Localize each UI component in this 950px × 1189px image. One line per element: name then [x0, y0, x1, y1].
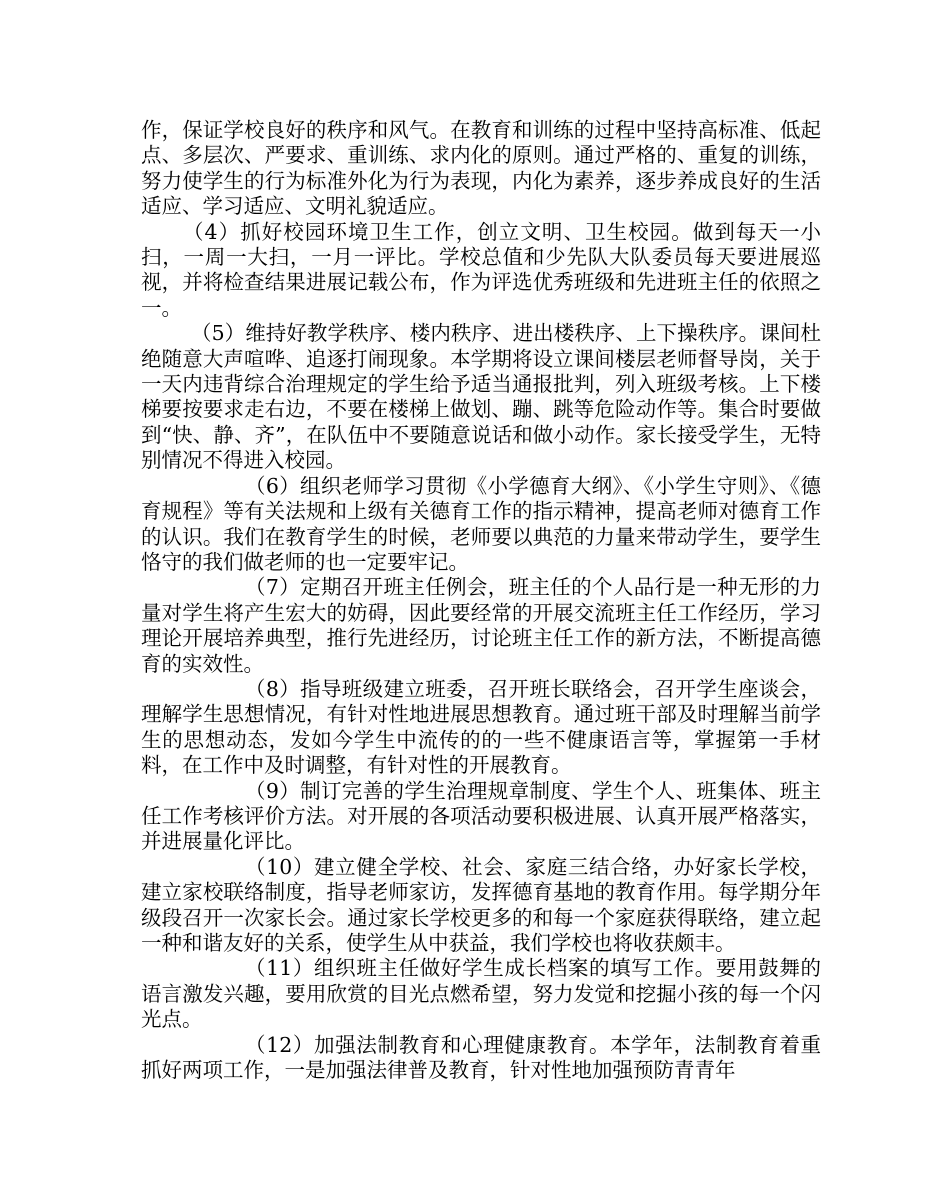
- paragraph-item-7: （7）定期召开班主任例会，班主任的个人品行是一种无形的力量对学生将产生宏大的妨碍，因此要经常的开展交流班主任工作经历，学习理论开展培养典型，推行先进经历，讨论班主任工作的新方法，不断提高德育的实效性。: [141, 575, 821, 676]
- paragraph-item-10: （10）建立健全学校、社会、家庭三结合络，办好家长学校，建立家校联络制度，指导老师家访，发挥德育基地的教育作用。每学期分年级段召开一次家长会。通过家长学校更多的和每一个家庭获得联络，建立起一种和谐友好的关系，使学生从中获益，我们学校也将收获颇丰。: [141, 854, 821, 955]
- paragraph-item-4: （4）抓好校园环境卫生工作，创立文明、卫生校园。做到每天一小扫，一周一大扫，一月一评比。学校总值和少先队大队委员每天要进展巡视，并将检查结果进展记载公布，作为评选优秀班级和先进班主任的依照之一。: [141, 219, 821, 320]
- paragraph-item-9: （9）制订完善的学生治理规章制度、学生个人、班集体、班主任工作考核评价方法。对开展的各项活动要积极进展、认真开展严格落实，并进展量化评比。: [141, 778, 821, 854]
- paragraph-item-12: （12）加强法制教育和心理健康教育。本学年，法制教育着重抓好两项工作，一是加强法律普及教育，针对性地加强预防青青年: [141, 1032, 821, 1083]
- paragraph-continuation: 作，保证学校良好的秩序和风气。在教育和训练的过程中坚持高标准、低起点、多层次、严要求、重训练、求内化的原则。通过严格的、重复的训练，努力使学生的行为标准外化为行为表现，内化为素养，逐步养成良好的生活适应、学习适应、文明礼貌适应。: [141, 118, 821, 219]
- paragraph-item-11: （11）组织班主任做好学生成长档案的填写工作。要用鼓舞的语言激发兴趣，要用欣赏的目光点燃希望，努力发觉和挖掘小孩的每一个闪光点。: [141, 956, 821, 1032]
- paragraph-item-8: （8）指导班级建立班委，召开班长联络会，召开学生座谈会，理解学生思想情况，有针对性地进展思想教育。通过班干部及时理解当前学生的思想动态，发如今学生中流传的的一些不健康语言等，掌握第一手材料，在工作中及时调整，有针对性的开展教育。: [141, 676, 821, 778]
- document-body: [141, 118, 821, 1083]
- paragraph-item-6: （6）组织老师学习贯彻《小学德育大纲》、《小学生守则》、《德育规程》等有关法规和上级有关德育工作的指示精神，提高老师对德育工作的认识。我们在教育学生的时候，老师要以典范的力量来带动学生，要学生恪守的我们做老师的也一定要牢记。: [141, 473, 821, 574]
- paragraph-item-5: （5）维持好教学秩序、楼内秩序、进出楼秩序、上下操秩序。课间杜绝随意大声喧哗、追逐打闹现象。本学期将设立课间楼层老师督导岗，关于一天内违背综合治理规定的学生给予适当通报批判，列入班级考核。上下楼梯要按要求走右边，不要在楼梯上做划、蹦、跳等危险动作等。集合时要做到“快、静、齐”，在队伍中不要随意说话和做小动作。家长接受学生，无特别情况不得进入校园。: [141, 321, 821, 473]
